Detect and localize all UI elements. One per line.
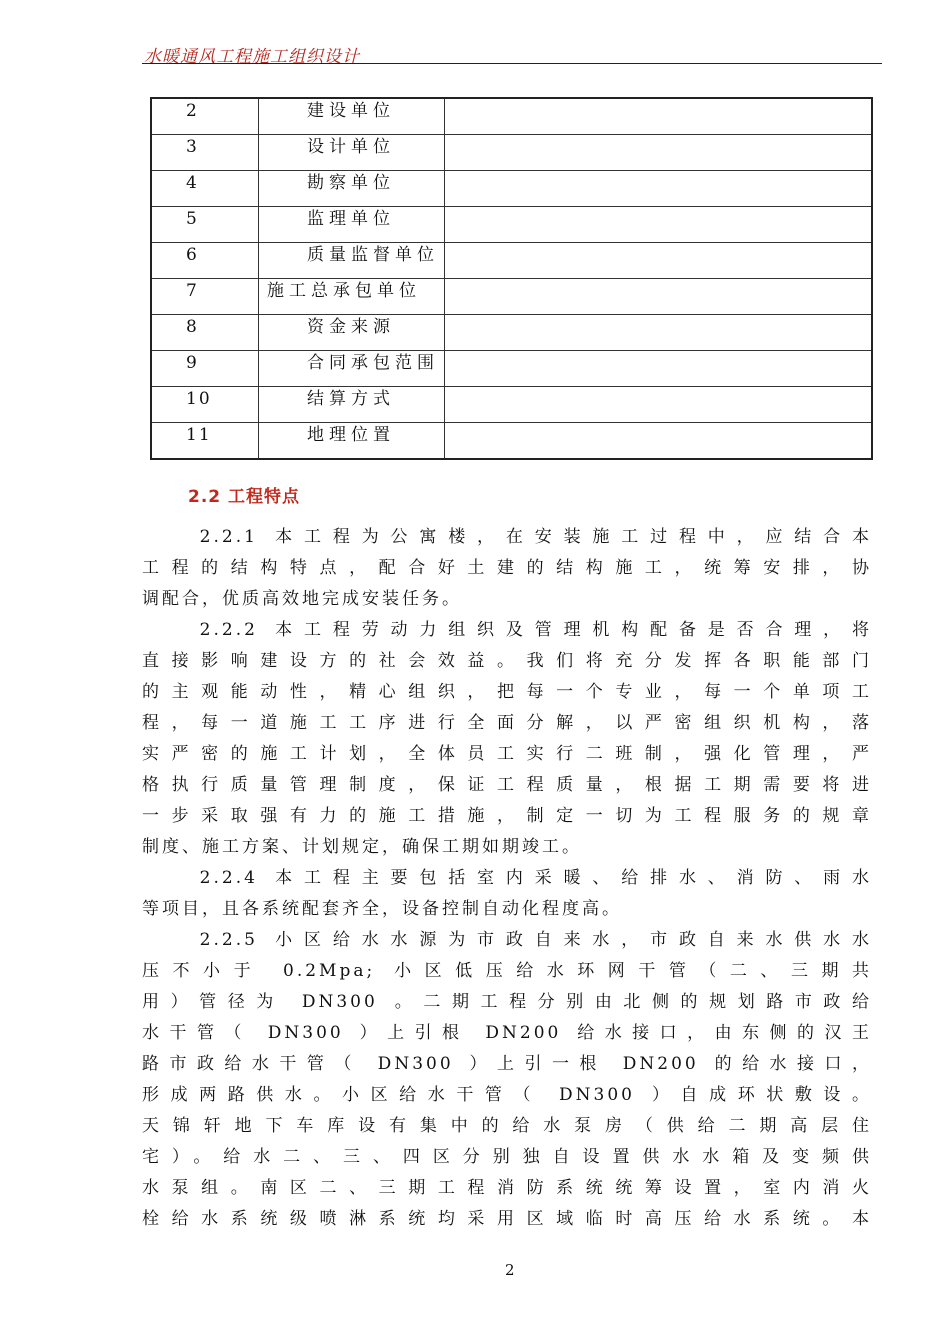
paragraph-line: 天锦轩地下车库设有集中的给水泵房（供给二期高层住 bbox=[142, 1116, 872, 1136]
row-label-cell bbox=[259, 171, 445, 207]
row-label: 质量监督单位 bbox=[307, 245, 439, 265]
paragraph-line: 实严密的施工计划，全体员工实行二班制，强化管理，严 bbox=[142, 744, 872, 764]
row-label: 设计单位 bbox=[307, 137, 395, 157]
paragraph-line: 压不小于 0.2Mpa; 小区低压给水环网干管（二、三期共 bbox=[142, 961, 872, 981]
row-label-cell bbox=[259, 207, 445, 243]
row-number: 3 bbox=[151, 135, 259, 171]
paragraph-line: 2.2.5 小区给水水源为市政自来水，市政自来水供水水 bbox=[142, 930, 872, 950]
paragraph-line: 水泵组。南区二、三期工程消防系统统筹设置，室内消火 bbox=[142, 1178, 872, 1198]
section-body bbox=[142, 522, 872, 1235]
paragraph-line: 2.2.2 本工程劳动力组织及管理机构配备是否合理，将 bbox=[142, 620, 872, 640]
row-value bbox=[445, 207, 873, 243]
row-label-cell bbox=[259, 98, 445, 135]
table-row bbox=[151, 315, 872, 351]
header-rule bbox=[142, 63, 882, 64]
row-number: 8 bbox=[151, 315, 259, 351]
paragraph-line: 水干管（ DN300 ）上引根 DN200 给水接口，由东侧的汉王 bbox=[142, 1023, 872, 1043]
paragraph-line: 用）管径为 DN300 。二期工程分别由北侧的规划路市政给 bbox=[142, 992, 872, 1012]
row-label: 结算方式 bbox=[307, 389, 395, 409]
row-label: 合同承包范围 bbox=[307, 353, 439, 373]
row-value bbox=[445, 387, 873, 423]
paragraph-line: 制度、施工方案、计划规定，确保工期如期竣工。 bbox=[142, 837, 582, 857]
row-value bbox=[445, 351, 873, 387]
row-value bbox=[445, 98, 873, 135]
row-label-cell bbox=[259, 351, 445, 387]
paragraph-line: 2.2.1 本工程为公寓楼，在安装施工过程中，应结合本 bbox=[142, 527, 872, 547]
row-value bbox=[445, 135, 873, 171]
paragraph-line: 的主观能动性，精心组织，把每一个专业，每一个单项工 bbox=[142, 682, 872, 702]
paragraph-line: 宅）。给水二、三、四区分别独自设置供水水箱及变频供 bbox=[142, 1147, 872, 1167]
row-label: 勘察单位 bbox=[307, 173, 395, 193]
row-value bbox=[445, 423, 873, 460]
row-number: 10 bbox=[151, 387, 259, 423]
row-value bbox=[445, 315, 873, 351]
row-value bbox=[445, 171, 873, 207]
table-row bbox=[151, 207, 872, 243]
row-label-cell bbox=[259, 423, 445, 460]
paragraph-line: 形成两路供水。小区给水干管（ DN300 ）自成环状敷设。 bbox=[142, 1085, 872, 1105]
row-value bbox=[445, 243, 873, 279]
paragraph-line: 程，每一道施工工序进行全面分解，以严密组织机构，落 bbox=[142, 713, 872, 733]
row-label: 地理位置 bbox=[307, 425, 395, 445]
paragraph-line: 直接影响建设方的社会效益。我们将充分发挥各职能部门 bbox=[142, 651, 872, 671]
row-number: 6 bbox=[151, 243, 259, 279]
row-label: 施工总承包单位 bbox=[267, 281, 421, 301]
table-row bbox=[151, 171, 872, 207]
row-label-cell bbox=[259, 315, 445, 351]
row-label-cell bbox=[259, 135, 445, 171]
page-number: 2 bbox=[505, 1261, 515, 1279]
paragraph-line: 等项目，且各系统配套齐全，设备控制自动化程度高。 bbox=[142, 899, 622, 919]
project-info-table bbox=[150, 97, 873, 460]
paragraph-line: 调配合，优质高效地完成安装任务。 bbox=[142, 589, 462, 609]
section-heading: 2.2 工程特点 bbox=[188, 487, 301, 507]
row-number: 5 bbox=[151, 207, 259, 243]
row-label: 资金来源 bbox=[307, 317, 395, 337]
table-row bbox=[151, 135, 872, 171]
row-value bbox=[445, 279, 873, 315]
row-number: 11 bbox=[151, 423, 259, 460]
paragraph-line: 路市政给水干管（ DN300 ）上引一根 DN200 的给水接口， bbox=[142, 1054, 872, 1074]
document-header-title: 水暖通风工程施工组织设计 bbox=[144, 47, 360, 67]
table-row bbox=[151, 279, 872, 315]
table-row bbox=[151, 351, 872, 387]
row-label-cell bbox=[259, 243, 445, 279]
row-number: 4 bbox=[151, 171, 259, 207]
row-number: 7 bbox=[151, 279, 259, 315]
paragraph-line: 2.2.4 本工程主要包括室内采暖、给排水、消防、雨水 bbox=[142, 868, 872, 888]
row-number: 2 bbox=[151, 98, 259, 135]
table-row bbox=[151, 387, 872, 423]
table-row bbox=[151, 423, 872, 460]
paragraph-line: 栓给水系统级喷淋系统均采用区域临时高压给水系统。本 bbox=[142, 1209, 872, 1229]
paragraph-line: 格执行质量管理制度，保证工程质量，根据工期需要将进 bbox=[142, 775, 872, 795]
table-row bbox=[151, 98, 872, 135]
table-row bbox=[151, 243, 872, 279]
row-label: 监理单位 bbox=[307, 209, 395, 229]
row-number: 9 bbox=[151, 351, 259, 387]
row-label: 建设单位 bbox=[307, 101, 395, 121]
row-label-cell bbox=[259, 279, 445, 315]
paragraph-line: 工程的结构特点，配合好土建的结构施工，统筹安排，协 bbox=[142, 558, 872, 578]
paragraph-line: 一步采取强有力的施工措施，制定一切为工程服务的规章 bbox=[142, 806, 872, 826]
row-label-cell bbox=[259, 387, 445, 423]
